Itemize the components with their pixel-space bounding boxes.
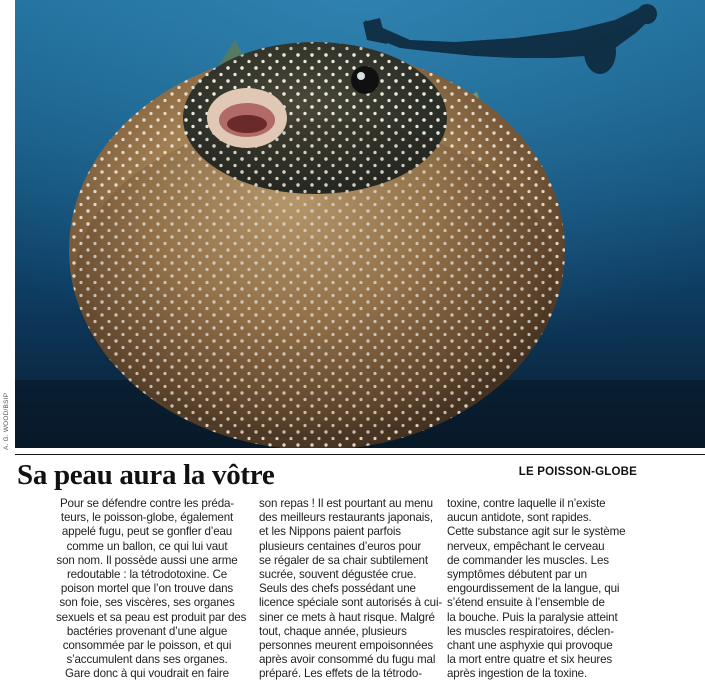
- text-line: consommée par le poisson, et qui: [62, 639, 232, 653]
- text-line: comme un ballon, ce qui lui vaut: [66, 539, 228, 553]
- text-line: engourdissement de la langue, qui: [447, 582, 620, 596]
- article-kicker: LE POISSON-GLOBE: [518, 466, 637, 478]
- photo-illustration: [15, 0, 705, 448]
- photo-puffer-fish: [15, 0, 705, 448]
- text-line: préparé. Les effets de la tétrodo-: [259, 667, 422, 681]
- text-line: sucrée, souvent dégustée crue.: [259, 568, 417, 582]
- text-line: s’étend ensuite à l’ensemble de: [447, 596, 605, 610]
- text-line: symptômes débutent par un: [447, 568, 587, 582]
- text-line: teurs, le poisson-globe, également: [60, 511, 234, 525]
- text-line: Cette substance agit sur le système: [447, 525, 626, 539]
- text-line: son foie, ses viscères, ses organes: [59, 596, 235, 610]
- text-line: se régaler de sa chair subtilement: [259, 553, 428, 567]
- text-line: son repas ! Il est pourtant au menu: [259, 497, 433, 510]
- text-line: et les Nippons paient parfois: [259, 525, 401, 539]
- article-headline: Sa peau aura la vôtre: [17, 459, 275, 491]
- text-line: Seuls des chefs possédant une: [259, 582, 416, 596]
- text-line: chant une asphyxie qui provoque: [447, 639, 613, 653]
- text-line: les muscles respiratoires, déclen-: [447, 624, 614, 638]
- text-line: siner ce mets à haut risque. Malgré: [259, 610, 435, 624]
- text-line: Gare donc à qui voudrait en faire: [65, 667, 229, 681]
- text-line: poison mortel que l’on trouve dans: [60, 582, 234, 596]
- article-column-3: [447, 497, 629, 682]
- text-line: après avoir consommé du fugu mal: [259, 653, 436, 667]
- divider-rule: [15, 454, 705, 455]
- text-line: toxine, contre laquelle il n’existe: [447, 497, 606, 510]
- text-line: redoutable : la tétrodotoxine. Ce: [66, 568, 228, 582]
- text-line: nerveux, empêchant le cerveau: [447, 539, 605, 553]
- text-line: sexuels et sa peau est produit par des: [56, 610, 247, 624]
- photo-credit: A. G. WOOD/BSIP: [3, 392, 10, 450]
- text-line: tout, chaque année, plusieurs: [259, 624, 407, 638]
- text-line: après ingestion de la toxine.: [447, 667, 588, 681]
- text-line: de commander les muscles. Les: [447, 553, 609, 567]
- text-line: aucun antidote, sont rapides.: [447, 511, 592, 525]
- article-column-2: [259, 497, 441, 682]
- text-line: s’accumulent dans ses organes.: [66, 653, 228, 667]
- text-line: licence spéciale sont autorisés à cui-: [259, 596, 443, 610]
- text-line: des meilleurs restaurants japonais,: [259, 511, 433, 525]
- text-line: appelé fugu, peut se gonfler d’eau: [61, 525, 233, 539]
- text-line: plusieurs centaines d’euros pour: [259, 539, 422, 553]
- text-line: la bouche. Puis la paralysie atteint: [447, 610, 618, 624]
- text-line: Pour se défendre contre les préda-: [59, 497, 235, 510]
- article-column-1: [56, 497, 247, 682]
- text-line: bactéries provenant d’une algue: [66, 624, 228, 638]
- text-line: son nom. Il possède aussi une arme: [56, 553, 238, 567]
- text-line: la mort entre quatre et six heures: [447, 653, 613, 667]
- text-line: personnes meurent empoisonnées: [259, 639, 434, 653]
